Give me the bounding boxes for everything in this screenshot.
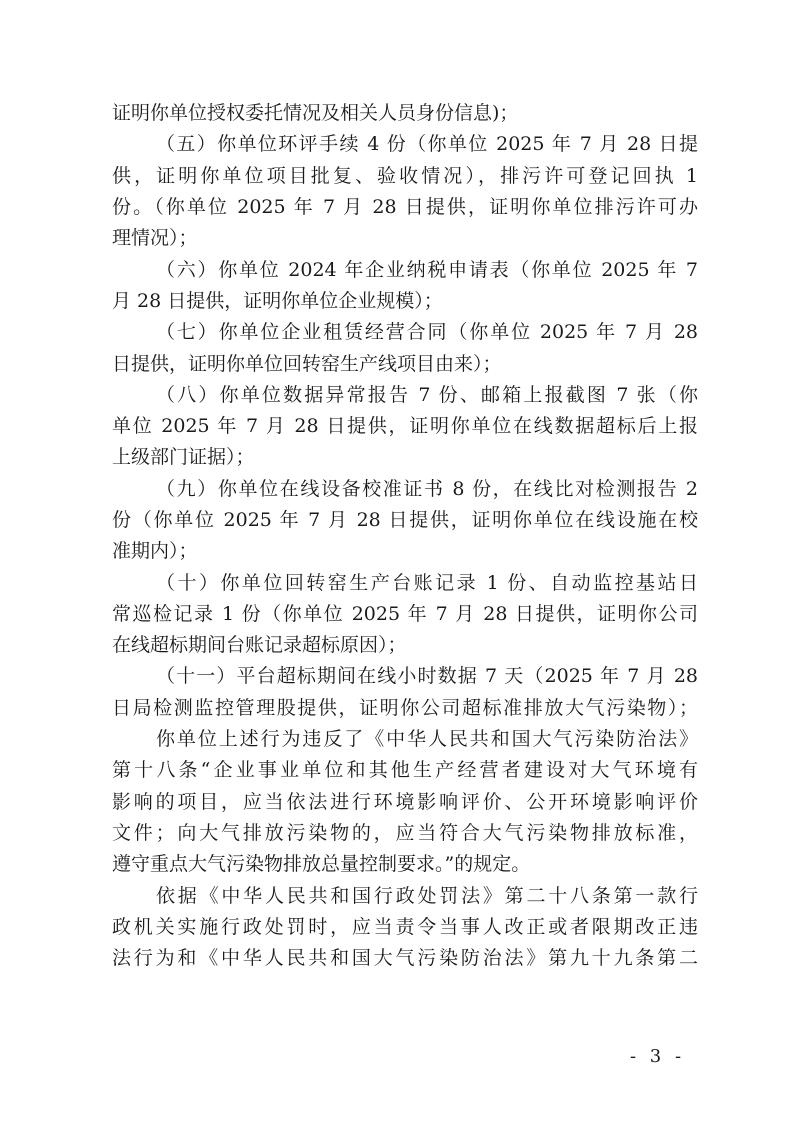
text-line-content: （十一）平台超标期间在线小时数据 7 天（2025 年 7 月 28 [156,665,698,688]
text-line [112,380,698,411]
text-line [112,693,698,724]
text-line-content: （十）你单位回转窑生产台账记录 1 份、自动监控基站日 [156,571,698,594]
text-line [112,223,698,254]
text-line [112,912,698,943]
text-line-content: 准期内）； [112,540,198,563]
text-line [112,505,698,536]
text-line [112,411,698,442]
text-line [112,567,698,598]
text-line [112,474,698,505]
text-line [112,317,698,348]
text-line-content: 供，证明你单位项目批复、验收情况），排污许可登记回执 1 [112,164,698,187]
text-line-content: （九）你单位在线设备校准证书 8 份，在线比对检测报告 2 [156,477,698,500]
text-line [112,348,698,379]
text-line [112,286,698,317]
text-line-content: 依据《中华人民共和国行政处罚法》第二十八条第一款行 [156,884,698,907]
text-line [112,98,698,129]
text-line-content: 日提供，证明你单位回转窑生产线项目由来）； [112,352,502,375]
text-line [112,943,698,974]
text-line-content: 份（你单位 2025 年 7 月 28 日提供，证明你单位在线设施在校 [112,509,698,531]
text-line [112,254,698,285]
text-line [112,661,698,692]
text-line [112,129,698,160]
text-line [112,849,698,880]
text-line-content: （六）你单位 2024 年企业纳税申请表（你单位 2025 年 7 [156,258,698,281]
text-line-content: 份。（你单位 2025 年 7 月 28 日提供，证明你单位排污许可办 [112,196,698,219]
text-line-content: 理情况）； [112,227,198,250]
text-line-content: 遵守重点大气污染物排放总量控制要求。”的规定。 [112,853,531,876]
text-line [112,630,698,661]
text-line [112,724,698,755]
text-line-content: 单位 2025 年 7 月 28 日提供，证明你单位在线数据超标后上报 [112,415,698,438]
text-line-content: 第十八条“企业事业单位和其他生产经营者建设对大气环境有 [112,759,698,782]
text-line [112,787,698,818]
text-line-content: 常巡检记录 1 份（你单位 2025 年 7 月 28 日提供，证明你公司 [112,602,698,625]
text-line-content: （七）你单位企业租赁经营合同（你单位 2025 年 7 月 28 [156,321,698,344]
text-line [112,192,698,223]
text-line-content: 影响的项目，应当依法进行环境影响评价、公开环境影响评价 [112,790,698,813]
text-line-content: 文件；向大气排放污染物的，应当符合大气污染物排放标准， [112,821,698,844]
text-line-content: 法行为和《中华人民共和国大气污染防治法》第九十九条第二 [112,947,698,970]
text-line-content: 上级部门证据）； [112,446,255,469]
text-line-content: （八）你单位数据异常报告 7 份、邮箱上报截图 7 张（你 [156,383,698,406]
document-body [112,98,698,974]
text-line [112,599,698,630]
text-line [112,880,698,911]
text-line [112,755,698,786]
text-line-content: 政机关实施行政处罚时，应当责令当事人改正或者限期改正违 [112,915,698,938]
text-line-content: 日局检测监控管理股提供，证明你公司超标准排放大气污染物）； [112,696,698,719]
text-line [112,161,698,192]
text-line-content: 证明你单位授权委托情况及相关人员身份信息)； [112,102,519,125]
text-line-content: 在线超标期间台账记录超标原因）； [112,634,407,657]
page-number: - 3 - [630,1046,686,1067]
text-line [112,536,698,567]
text-line-content: 月 28 日提供，证明你单位企业规模）； [112,289,443,312]
text-line [112,442,698,473]
text-line-content: （五）你单位环评手续 4 份（你单位 2025 年 7 月 28 日提 [156,133,698,156]
text-line-content: 你单位上述行为违反了《中华人民共和国大气污染防治法》 [156,728,698,751]
text-line [112,818,698,849]
